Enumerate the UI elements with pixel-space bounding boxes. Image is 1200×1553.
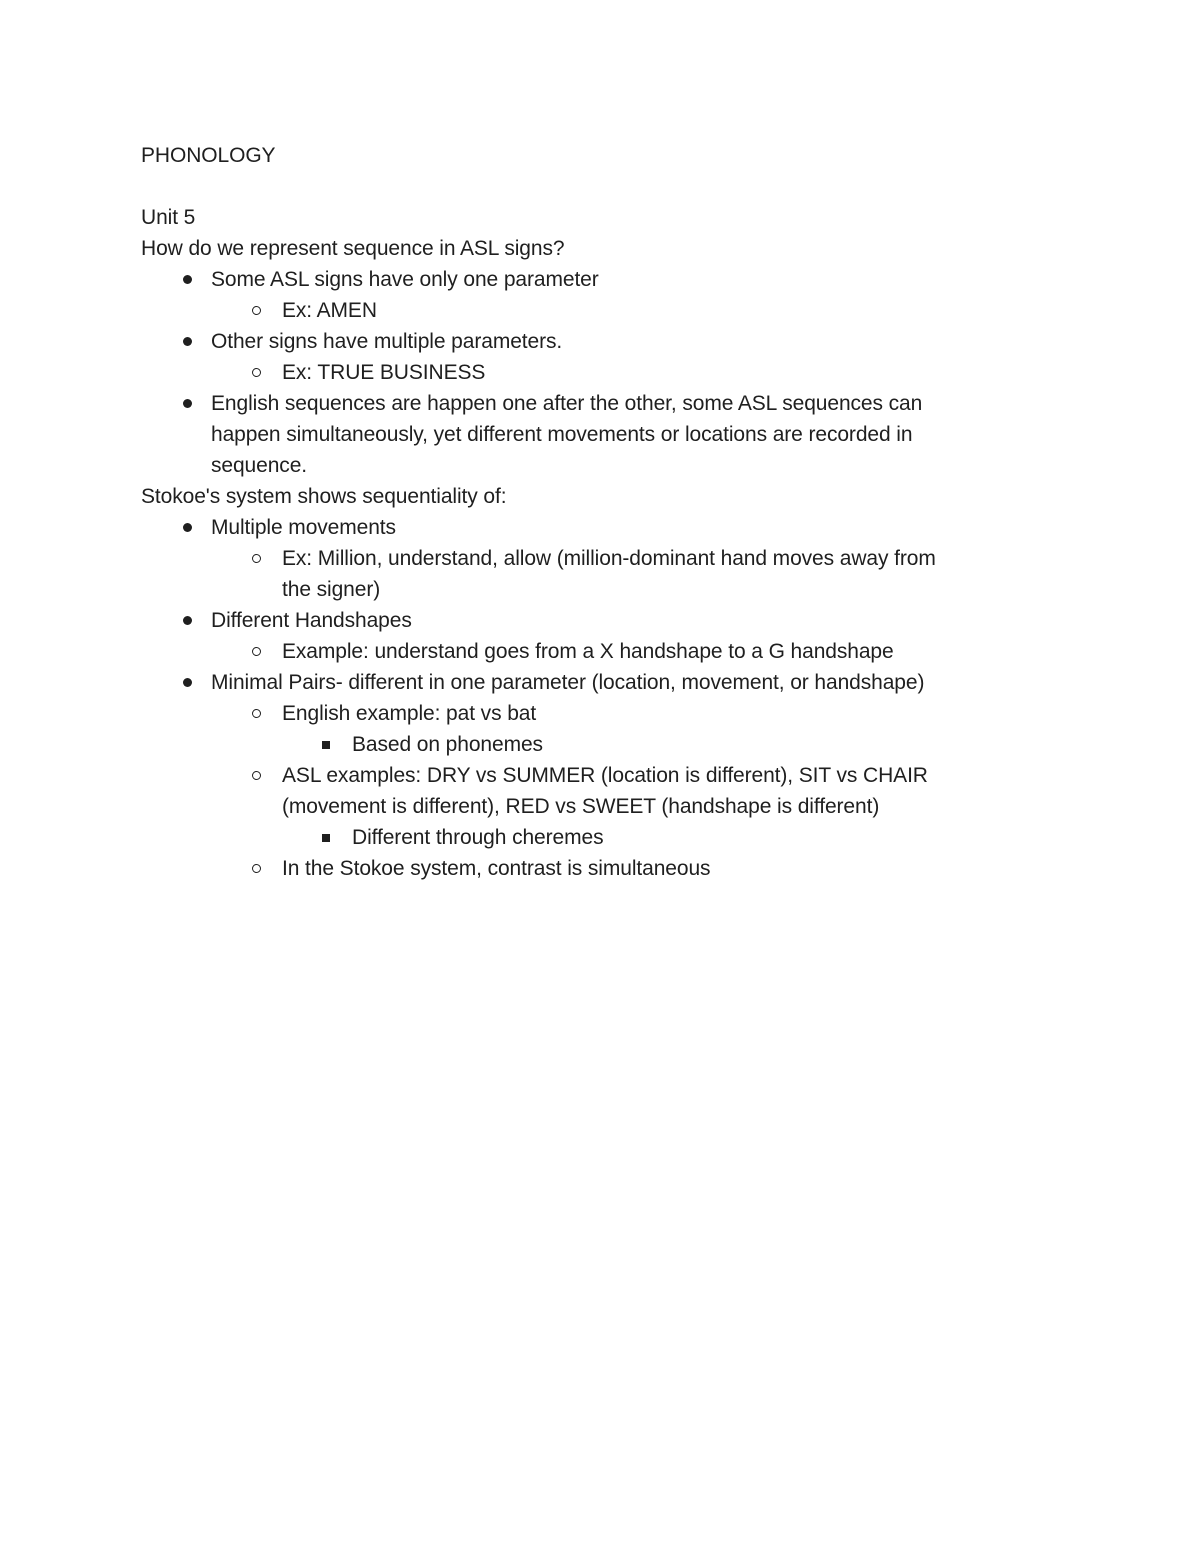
bullet-text-line: sequence. — [211, 454, 308, 477]
bullet-circle-icon — [246, 636, 266, 667]
sub-bullet-item — [141, 853, 1041, 884]
bullet-square-icon — [316, 729, 336, 760]
bullet-text: Multiple movements — [211, 516, 396, 539]
bullet-circle-icon — [246, 853, 266, 884]
bullet-text: Different Handshapes — [211, 609, 412, 632]
sub-bullet-item — [141, 636, 1041, 667]
bullet-dot-icon — [177, 264, 197, 295]
sub-bullet-text-line: ASL examples: DRY vs SUMMER (location is different), SIT vs CHAIR — [282, 764, 928, 787]
bullet-dot-icon — [177, 512, 197, 543]
bullet-item — [141, 388, 1041, 481]
sub-bullet-text: English example: pat vs bat — [282, 702, 537, 725]
sub-bullet-item — [141, 295, 1041, 326]
bullet-item — [141, 326, 1041, 357]
bullet-text: Other signs have multiple parameters. — [211, 330, 563, 353]
sub-bullet-item — [141, 760, 1041, 822]
bullet-circle-icon — [246, 543, 266, 574]
sub-sub-bullet-item — [141, 729, 1041, 760]
bullet-square-icon — [316, 822, 336, 853]
bullet-circle-icon — [246, 295, 266, 326]
section-heading-stokoe: Stokoe's system shows sequentiality of: — [141, 485, 507, 508]
section-heading-sequence: How do we represent sequence in ASL signs? — [141, 237, 565, 260]
bullet-item — [141, 605, 1041, 636]
bullet-dot-icon — [177, 667, 197, 698]
sub-bullet-text: Ex: TRUE BUSINESS — [282, 361, 486, 384]
bullet-dot-icon — [177, 388, 197, 419]
sub-sub-bullet-item — [141, 822, 1041, 853]
document-title: PHONOLOGY — [141, 144, 276, 167]
bullet-text: Minimal Pairs- different in one parameter (location, movement, or handshape) — [211, 671, 925, 694]
sub-bullet-item — [141, 698, 1041, 729]
bullet-text-line: English sequences are happen one after the other, some ASL sequences can — [211, 392, 923, 415]
bullet-item — [141, 667, 1041, 698]
sub-bullet-text: In the Stokoe system, contrast is simultaneous — [282, 857, 711, 880]
bullet-circle-icon — [246, 698, 266, 729]
sub-bullet-text-line: Ex: Million, understand, allow (million-dominant hand moves away from — [282, 547, 936, 570]
sub-bullet-text: Ex: AMEN — [282, 299, 377, 322]
blank-line — [141, 171, 1041, 202]
bullet-dot-icon — [177, 326, 197, 357]
bullet-item — [141, 264, 1041, 295]
document-body — [141, 140, 1041, 884]
sub-bullet-text: Example: understand goes from a X handshape to a G handshape — [282, 640, 894, 663]
sub-sub-bullet-text: Different through cheremes — [352, 826, 604, 849]
bullet-dot-icon — [177, 605, 197, 636]
unit-label: Unit 5 — [141, 206, 196, 229]
bullet-item — [141, 512, 1041, 543]
bullet-circle-icon — [246, 357, 266, 388]
bullet-text-line: happen simultaneously, yet different movements or locations are recorded in — [211, 423, 913, 446]
sub-bullet-item — [141, 543, 1041, 605]
sub-bullet-text-line: (movement is different), RED vs SWEET (handshape is different) — [282, 795, 880, 818]
sub-sub-bullet-text: Based on phonemes — [352, 733, 543, 756]
sub-bullet-text-line: the signer) — [282, 578, 381, 601]
bullet-text: Some ASL signs have only one parameter — [211, 268, 599, 291]
sub-bullet-item — [141, 357, 1041, 388]
bullet-circle-icon — [246, 760, 266, 791]
